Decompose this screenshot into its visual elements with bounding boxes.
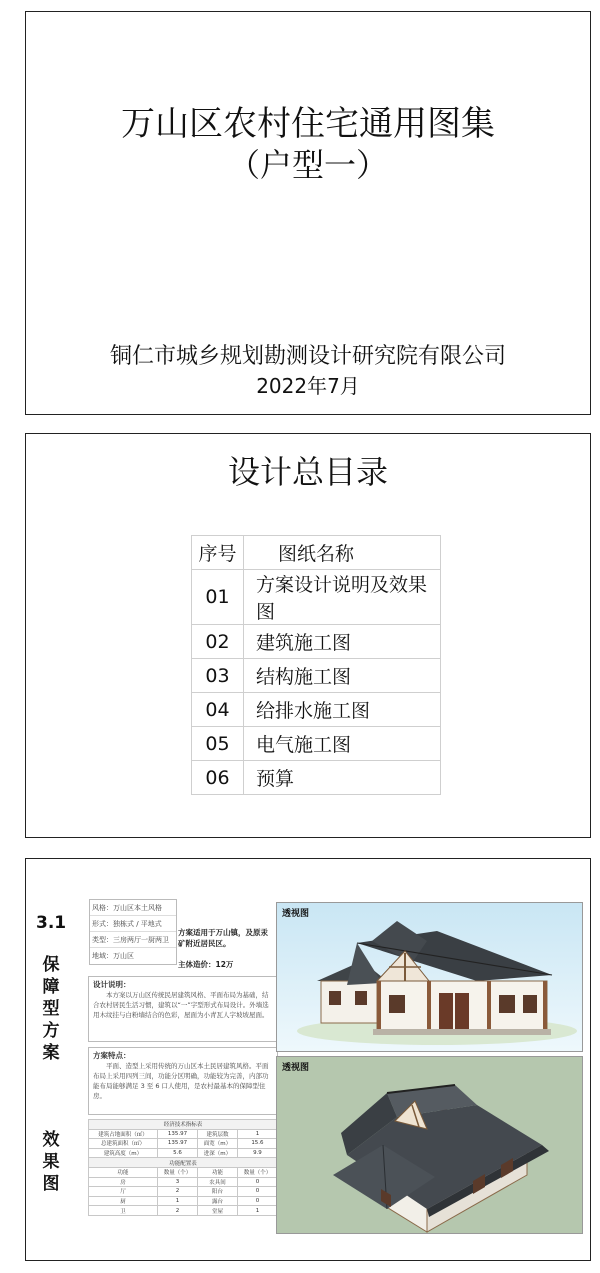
info-type: 类型：三房两厅一厨两卫 xyxy=(90,932,176,948)
table-cell: 房 xyxy=(89,1177,158,1187)
table-cell: 1 xyxy=(237,1129,277,1139)
toc-row-no: 01 xyxy=(192,570,244,625)
scheme-summary: 方案适用于万山镇，及原汞矿附近居民区。 xyxy=(178,928,268,948)
table-cell: 1 xyxy=(237,1206,277,1216)
table-cell: 面宽（m） xyxy=(198,1139,238,1149)
toc-page xyxy=(25,433,591,838)
render-label: 透视图 xyxy=(282,1063,310,1073)
section-subtitle-char: 果 xyxy=(42,1152,60,1172)
scheme-page xyxy=(25,858,591,1261)
toc-row-name: 结构施工图 xyxy=(244,659,441,693)
house-aerial-illustration xyxy=(277,1057,583,1234)
table-cell: 0 xyxy=(237,1196,277,1206)
toc-row xyxy=(192,693,441,727)
section-title-char: 障 xyxy=(42,977,60,997)
design-note-box xyxy=(88,976,278,1042)
section-title-char: 案 xyxy=(42,1043,60,1063)
cover-subtitle: （户型一） xyxy=(227,146,388,184)
table-cell: 露台 xyxy=(198,1196,238,1206)
table-row xyxy=(89,1139,278,1149)
table-header-cell: 功能 xyxy=(198,1167,238,1177)
section-title-vertical xyxy=(40,954,62,1064)
render-label: 透视图 xyxy=(282,909,310,919)
section-subtitle-char: 图 xyxy=(42,1174,60,1194)
toc-header-no: 序号 xyxy=(192,536,244,570)
table-cell: 2 xyxy=(157,1187,197,1197)
features-body: 平面、造型上采用传统的万山区本土民居建筑风格。平面布局上采用四列三间，功能分区明确，功能较为完善，内部功能布局能够满足 3 至 6 口人使用，是农村最基本的保障型住房。 xyxy=(93,1062,269,1100)
table-row xyxy=(89,1148,278,1158)
table-cell: 阳台 xyxy=(198,1187,238,1197)
table-caption-row xyxy=(89,1158,278,1168)
toc-row-name: 给排水施工图 xyxy=(244,693,441,727)
table-cell: 135.97 xyxy=(157,1129,197,1139)
table-cell: 1 xyxy=(157,1196,197,1206)
table-cell: 3 xyxy=(157,1177,197,1187)
toc-row-name: 方案设计说明及效果图 xyxy=(244,570,441,625)
table-cell: 厨 xyxy=(89,1196,158,1206)
toc-header-row xyxy=(192,536,441,570)
toc-row xyxy=(192,659,441,693)
cover-title: 万山区农村住宅通用图集 xyxy=(121,104,495,144)
table-row xyxy=(89,1206,278,1216)
cover-organization: 铜仁市城乡规划勘测设计研究院有限公司 xyxy=(109,344,506,369)
toc-row-name: 建筑施工图 xyxy=(244,625,441,659)
toc-title: 设计总目录 xyxy=(227,453,388,491)
toc-row xyxy=(192,761,441,795)
toc-row-no: 03 xyxy=(192,659,244,693)
table-cell: 建筑占地面积（㎡） xyxy=(89,1129,158,1139)
toc-row-name: 预算 xyxy=(244,761,441,795)
table-cell: 农具间 xyxy=(198,1177,238,1187)
table-cell: 进深（m） xyxy=(198,1148,238,1158)
econ-func-table xyxy=(88,1119,278,1216)
toc-row-name: 电气施工图 xyxy=(244,727,441,761)
table-row xyxy=(89,1129,278,1139)
info-location: 地域：万山区 xyxy=(92,952,134,960)
scheme-info-box xyxy=(89,899,177,965)
design-note-heading: 设计说明： xyxy=(93,980,131,989)
section-title-char: 型 xyxy=(42,999,60,1019)
table-cell: 15.6 xyxy=(237,1139,277,1149)
table-header-cell: 功能 xyxy=(89,1167,158,1177)
house-front-illustration xyxy=(277,903,583,1052)
section-title-char: 保 xyxy=(42,955,60,975)
table-cell: 卫 xyxy=(89,1206,158,1216)
table-cell: 建筑高度（m） xyxy=(89,1148,158,1158)
table-cell: 0 xyxy=(237,1177,277,1187)
table-cell: 2 xyxy=(157,1206,197,1216)
section-title-char: 方 xyxy=(42,1021,60,1041)
scheme-cost: 主体造价：12万 xyxy=(178,960,234,969)
table-row xyxy=(89,1187,278,1197)
features-heading: 方案特点： xyxy=(93,1051,131,1060)
toc-header-name: 图纸名称 xyxy=(244,536,441,570)
info-form: 形式：独栋式 / 平地式 xyxy=(90,916,176,932)
toc-row-no: 02 xyxy=(192,625,244,659)
toc-row-no: 05 xyxy=(192,727,244,761)
features-box xyxy=(88,1047,278,1115)
table-cell: 135.97 xyxy=(157,1139,197,1149)
table-cell: 9.9 xyxy=(237,1148,277,1158)
section-subtitle-vertical xyxy=(40,1129,62,1195)
cover-page xyxy=(25,11,591,415)
design-note-body: 本方案以万山区传统民居建筑风格、平面布局为基础，结合农村居民生活习惯，建筑以“一”字型形式布局设计。外墙选用木纹挂与白粉墙结合的色彩，屋面为小青瓦人字坡坡屋面。 xyxy=(93,991,269,1019)
econ-table-title: 经济技术指标表 xyxy=(89,1120,278,1130)
toc-row-no: 06 xyxy=(192,761,244,795)
table-header-cell: 数量（个） xyxy=(237,1167,277,1177)
table-cell: 建筑层数 xyxy=(198,1129,238,1139)
toc-row-no: 04 xyxy=(192,693,244,727)
info-style: 风格：万山区本土风格 xyxy=(90,900,176,916)
table-cell: 0 xyxy=(237,1187,277,1197)
perspective-render-front xyxy=(276,902,583,1052)
section-subtitle-char: 效 xyxy=(42,1130,60,1150)
toc-row xyxy=(192,625,441,659)
toc-row xyxy=(192,570,441,625)
table-cell: 厅 xyxy=(89,1187,158,1197)
table-caption-row xyxy=(89,1120,278,1130)
table-cell: 5.6 xyxy=(157,1148,197,1158)
table-cell: 堂屋 xyxy=(198,1206,238,1216)
table-row xyxy=(89,1196,278,1206)
toc-table xyxy=(191,535,441,795)
perspective-render-aerial xyxy=(276,1056,583,1234)
table-row xyxy=(89,1177,278,1187)
toc-row xyxy=(192,727,441,761)
table-cell: 总建筑面积（㎡） xyxy=(89,1139,158,1149)
table-header-cell: 数量（个） xyxy=(157,1167,197,1177)
section-number: 3.1 xyxy=(36,913,67,933)
func-table-title: 功能配置表 xyxy=(89,1158,278,1168)
table-header-row xyxy=(89,1167,278,1177)
cover-date: 2022年7月 xyxy=(256,374,360,398)
